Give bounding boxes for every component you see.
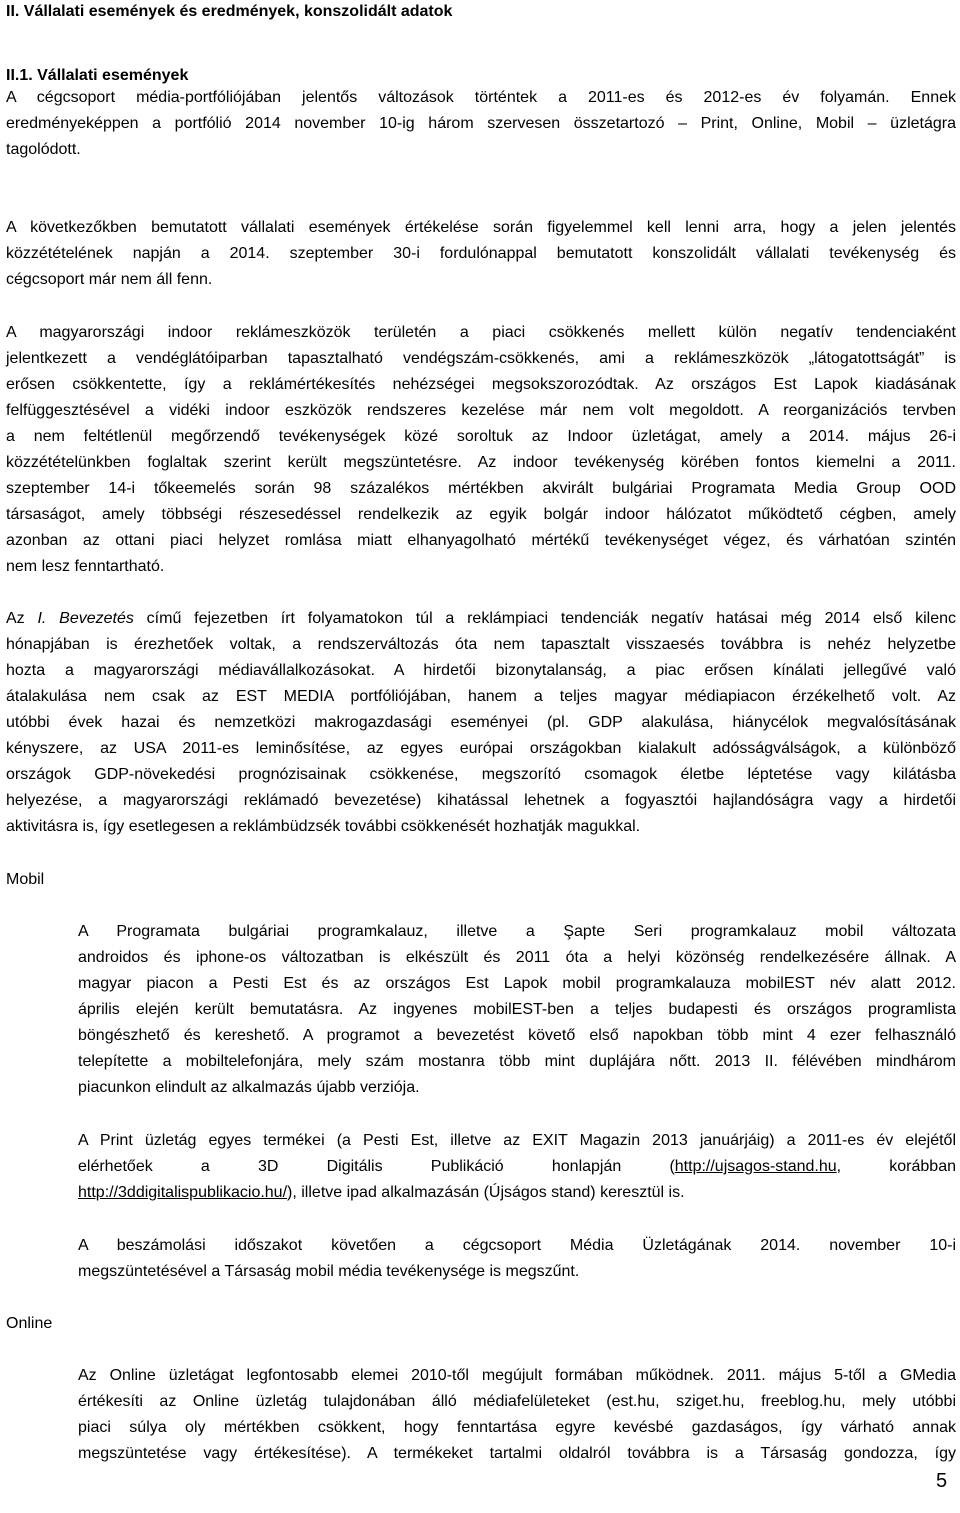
text-line: közzétételének napján a 2014. szeptember 30-i fordulónappal bemutatott konszolidált vállalati tevékenység és: [6, 245, 956, 262]
text-line: utóbbi évek hazai és nemzetközi makrogazdasági eseményei (pl. GDP alakulása, hiánycélok megvalósításának: [6, 714, 956, 731]
text-line: felfüggesztésével a vidéki indoor eszközök rendszeres kezelése már nem volt megoldott. A reorganizációs tervben: [6, 402, 956, 419]
3ddigitalispublikacio-link[interactable]: http://3ddigitalispublikacio.hu/: [78, 1184, 288, 1201]
ujsagos-stand-link[interactable]: http://ujsagos-stand.hu: [674, 1158, 837, 1175]
text-line: Az Online üzletágat legfontosabb elemei 2010-től megújult formában működnek. 2011. május 5-től a GMedia: [78, 1367, 956, 1384]
text-run: elérhetőek a 3D Digitális Publikáció honlapján (: [78, 1158, 675, 1175]
text-line: helyezése, a magyarországi reklámadó bevezetése) kihatással lehetnek a fogyasztói hajlandóságra vagy a hirdetői: [6, 792, 956, 809]
text-line: országok GDP-növekedési prognózisainak csökkenése, megszorító csomagok életbe léptetése vagy kilátásba: [6, 766, 956, 783]
text-line: megszüntetésével a Társaság mobil média tevékenysége is megszűnt.: [78, 1263, 580, 1280]
chapter-reference: I. Bevezetés: [37, 610, 134, 627]
text-line: azonban az ottani piaci helyzet romlása miatt elhanyagolható mértékű tevékenységet végez, és várhatóan szintén: [6, 532, 956, 549]
text-line: megszüntetése vagy értékesítése). A termékeket tartalmi oldalról továbbra is a Társaság gondozza, így: [78, 1445, 956, 1462]
page-title: II. Vállalati események és eredmények, konszolidált adatok: [6, 3, 453, 20]
text-line: A Print üzletág egyes termékei (a Pesti Est, illetve az EXIT Magazin 2013 januárjáig) a 2011-es év elejétől: [78, 1132, 956, 1149]
text-line: tagolódott.: [6, 141, 81, 158]
text-line: cégcsoport már nem áll fenn.: [6, 271, 213, 288]
text-line: böngészhető és kereshető. A programot a bevezetést követő első napokban több mint 4 ezer felhasználó: [78, 1027, 956, 1044]
text-run: Az: [6, 610, 38, 627]
text-line: kényszere, az USA 2011-es leminősítése, az egyes európai országokban kialakult adósságválságok, a különböző: [6, 740, 956, 757]
text-line: közzétételünkben foglaltak szerint került megszüntetésre. Az indoor tevékenység körében fontos kiemelni a 2011.: [6, 454, 956, 471]
text-line: hozta a magyarországi médiavállalkozásokat. A hirdetői bizonytalanság, a piac erősen kínálati jellegűvé való: [6, 662, 956, 679]
section-heading: II.1. Vállalati események: [6, 67, 189, 84]
text-line: április elején került bemutatásra. Az ingyenes mobilEST-ben a teljes budapesti és országos programlista: [78, 1001, 956, 1018]
text-line: jelentkezett a vendéglátóiparban tapasztalható vendégszám-csökkenés, ami a reklámeszközök „látogatottságát” is: [6, 350, 956, 367]
text-line: hónapjában is érezhetőek voltak, a rendszerváltozás óta nem tapasztalt visszaesés továbbra is nehéz helyzetbe: [6, 636, 956, 653]
text-run: ), illetve ipad alkalmazásán (Újságos stand) keresztül is.: [287, 1184, 685, 1201]
text-run: című fejezetben írt folyamatokon túl a reklámpiaci tendenciák negatív hatásai még 2014 első kilenc: [133, 610, 957, 627]
text-line: eredményeképpen a portfólió 2014 november 10-ig három szervesen összetartozó – Print, Online, Mobil – üzletágra: [6, 115, 956, 132]
text-line: értékesíti az Online üzletág tulajdonában álló médiafelületeket (est.hu, sziget.hu, freeblog.hu, mely utóbbi: [78, 1393, 956, 1410]
text-line: [78, 1157, 956, 1177]
text-line: átalakulása nem csak az EST MEDIA portfóliójában, hanem a teljes magyar médiapiacon érzékelhető volt. Az: [6, 688, 956, 705]
text-line: magyar piacon a Pesti Est és az országos Est Lapok mobil programkalauza mobilEST név alatt 2012.: [78, 975, 956, 992]
text-line: piaci súlya oly mértékben csökkent, hogy fenntartása egyre kevésbé gazdaságos, így várható annak: [78, 1419, 956, 1436]
page-number: 5: [936, 1470, 948, 1492]
text-line: A beszámolási időszakot követően a cégcsoport Média Üzletágának 2014. november 10-i: [78, 1237, 956, 1254]
text-line: szeptember 14-i tőkeemelés során 98 százalékos mértékben akvirált bulgáriai Programata Media Group OOD: [6, 480, 956, 497]
mobil-label: Mobil: [6, 871, 45, 888]
text-line: A Programata bulgáriai programkalauz, illetve a Şapte Seri programkalauz mobil változata: [78, 923, 956, 940]
text-line: A következőkben bemutatott vállalati események értékelése során figyelemmel kell lenni arra, hogy a jelen jelentés: [6, 219, 956, 236]
text-line: [6, 609, 956, 629]
text-line: piacunkon elindult az alkalmazás újabb verziója.: [78, 1079, 420, 1096]
text-line: nem lesz fenntartható.: [6, 558, 165, 575]
text-line: a nem feltétlenül megőrzendő tevékenységek közé soroltuk az Indoor üzletágat, amely a 2014. május 26-i: [6, 428, 956, 445]
text-line: A cégcsoport média-portfóliójában jelentős változások történtek a 2011-es és 2012-es év folyamán. Ennek: [6, 89, 956, 106]
text-line: [78, 1183, 685, 1203]
text-line: társaságot, amely többségi részesedéssel rendelkezik az egyik bolgár indoor hálózatot működtető cégben, amely: [6, 506, 956, 523]
text-line: telepítette a mobiltelefonjára, mely szám mostanra több mint duplájára nőtt. 2013 II. félévében mindhárom: [78, 1053, 956, 1070]
text-line: androidos és iphone-os változatban is elkészült és 2011 óta a helyi közönség rendelkezésére állnak. A: [78, 949, 956, 966]
online-label: Online: [6, 1315, 53, 1332]
text-run: , korábban: [836, 1158, 957, 1175]
text-line: erősen csökkentette, így a reklámértékesítés nehézségei megsokszorozódtak. Az országos Est Lapok kiadásának: [6, 376, 956, 393]
text-line: aktivitásra is, így esetlegesen a reklámbüdzsék további csökkenését hozhatják magukkal.: [6, 818, 641, 835]
text-line: A magyarországi indoor reklámeszközök területén a piaci csökkenés mellett külön negatív tendenciaként: [6, 324, 956, 341]
